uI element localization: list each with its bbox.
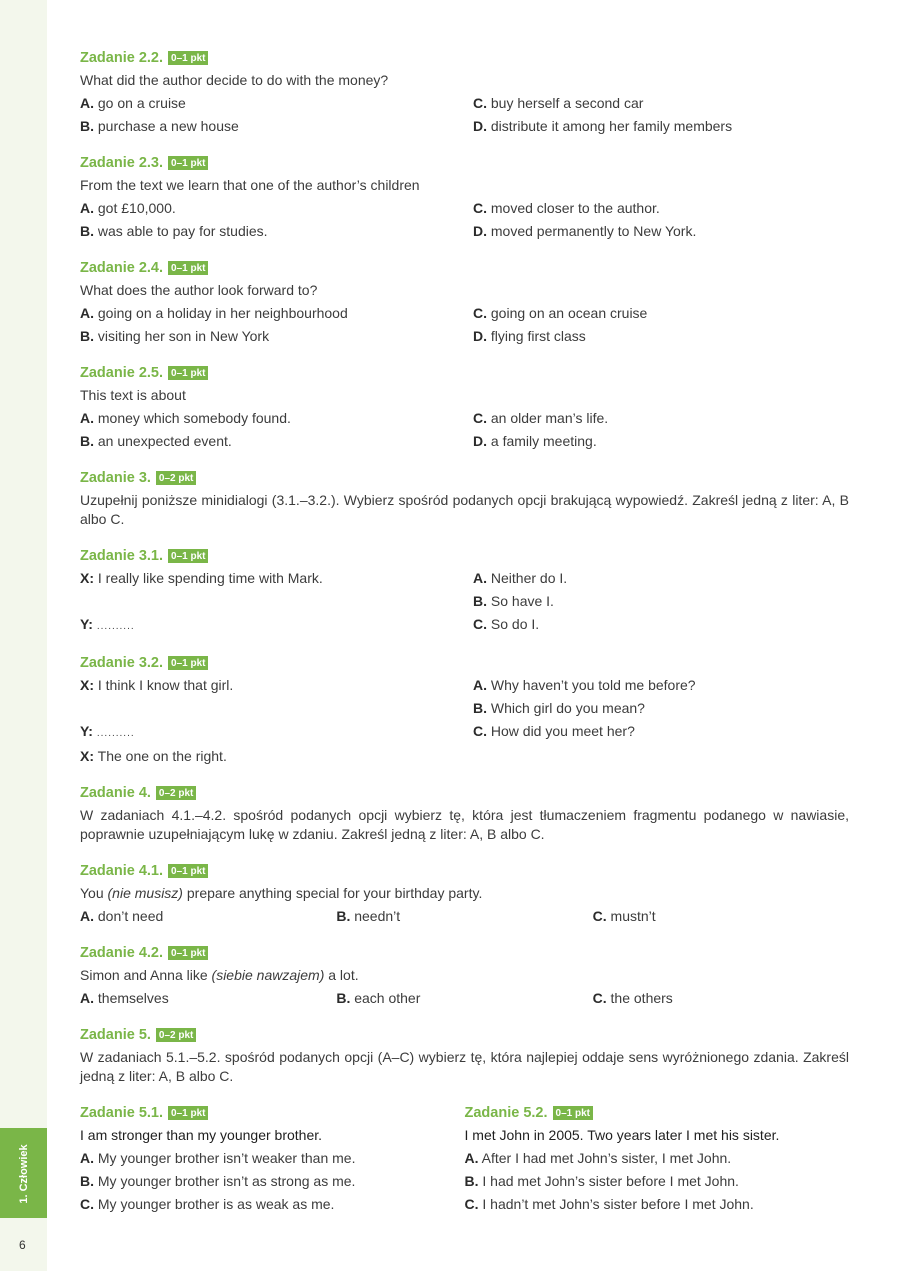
question: What did the author decide to do with the money?: [80, 72, 389, 88]
dialogue-x-2: X: The one on the right.: [80, 748, 227, 764]
option-c[interactable]: C. buy herself a second car: [473, 95, 644, 111]
task-title: Zadanie 5.2.: [464, 1104, 548, 1121]
task-title: Zadanie 5.: [80, 1026, 151, 1043]
task-title: Zadanie 4.1.: [80, 862, 164, 879]
option-d[interactable]: D. a family meeting.: [473, 433, 597, 449]
option-c[interactable]: C. How did you meet her?: [473, 723, 635, 739]
points-badge: 0–1 pkt: [553, 1106, 593, 1120]
dialogue-x: X: I think I know that girl.: [80, 677, 234, 693]
points-badge: 0–1 pkt: [168, 366, 208, 380]
task-5-columns: [80, 1101, 849, 1229]
option-d[interactable]: D. moved permanently to New York.: [473, 223, 697, 239]
option-a[interactable]: A. don’t need: [80, 908, 164, 924]
option-a[interactable]: A. My younger brother isn’t weaker than me.: [80, 1150, 356, 1166]
task-2-2: [80, 46, 849, 138]
points-badge: 0–1 pkt: [168, 1106, 208, 1120]
task-3-2: [80, 651, 849, 768]
question: From the text we learn that one of the author’s children: [80, 177, 420, 193]
option-a[interactable]: A. money which somebody found.: [80, 410, 291, 426]
exercise-content: [80, 46, 849, 1229]
task-title: Zadanie 4.: [80, 784, 151, 801]
task-title: Zadanie 5.1.: [80, 1104, 164, 1121]
dialogue-x: X: I really like spending time with Mark.: [80, 570, 323, 586]
option-b[interactable]: B. My younger brother isn’t as strong as me.: [80, 1173, 356, 1189]
task-title: Zadanie 3.1.: [80, 547, 164, 564]
option-b[interactable]: B. Which girl do you mean?: [473, 700, 645, 716]
sidebar-strip: [0, 0, 47, 1271]
option-c[interactable]: C. the others: [592, 990, 673, 1006]
points-badge: 0–2 pkt: [156, 786, 196, 800]
task-3-1: [80, 544, 849, 638]
task-2-4: [80, 256, 849, 348]
option-c[interactable]: C. an older man’s life.: [473, 410, 609, 426]
task-title: Zadanie 3.2.: [80, 654, 164, 671]
task-4: [80, 781, 849, 846]
task-2-3: [80, 151, 849, 243]
dialogue-y: Y: ..........: [80, 616, 135, 632]
option-a[interactable]: A. themselves: [80, 990, 169, 1006]
task-5-1: [80, 1101, 465, 1216]
instruction: Uzupełnij poniższe minidialogi (3.1.–3.2.). Wybierz spośród podanych opcji brakującą wypowiedź. Zakreśl jedną z liter: A, B albo C.: [80, 492, 849, 527]
option-b[interactable]: B. each other: [336, 990, 421, 1006]
highlighted-sentence: I met John in 2005. Two years later I met his sister.: [464, 1127, 780, 1143]
option-a[interactable]: A. going on a holiday in her neighbourhood: [80, 305, 348, 321]
question: What does the author look forward to?: [80, 282, 318, 298]
option-a[interactable]: A. go on a cruise: [80, 95, 186, 111]
points-badge: 0–1 pkt: [168, 51, 208, 65]
option-b[interactable]: B. needn’t: [336, 908, 401, 924]
option-b[interactable]: B. an unexpected event.: [80, 433, 232, 449]
points-badge: 0–1 pkt: [168, 864, 208, 878]
option-b[interactable]: B. I had met John’s sister before I met John.: [464, 1173, 739, 1189]
task-5-2: [465, 1101, 850, 1216]
option-a[interactable]: A. got £10,000.: [80, 200, 176, 216]
option-b[interactable]: B. So have I.: [473, 593, 554, 609]
points-badge: 0–2 pkt: [156, 1028, 196, 1042]
chapter-tab-label: 1. Człowiek: [18, 1144, 30, 1204]
page-number: 6: [19, 1238, 26, 1252]
highlighted-sentence: I am stronger than my younger brother.: [80, 1127, 323, 1143]
points-badge: 0–2 pkt: [156, 471, 196, 485]
option-c[interactable]: C. I hadn’t met John’s sister before I met John.: [464, 1196, 754, 1212]
option-c[interactable]: C. mustn’t: [592, 908, 656, 924]
task-5: [80, 1023, 849, 1088]
points-badge: 0–1 pkt: [168, 946, 208, 960]
points-badge: 0–1 pkt: [168, 549, 208, 563]
gap-sentence: You (nie musisz) prepare anything special for your birthday party.: [80, 885, 483, 901]
points-badge: 0–1 pkt: [168, 656, 208, 670]
option-d[interactable]: D. flying first class: [473, 328, 586, 344]
question: This text is about: [80, 387, 186, 403]
option-c[interactable]: C. My younger brother is as weak as me.: [80, 1196, 335, 1212]
option-c[interactable]: C. So do I.: [473, 616, 540, 632]
option-b[interactable]: B. was able to pay for studies.: [80, 223, 268, 239]
option-a[interactable]: A. After I had met John’s sister, I met John.: [464, 1150, 732, 1166]
dialogue-y: Y: ..........: [80, 723, 135, 739]
option-b[interactable]: B. purchase a new house: [80, 118, 239, 134]
task-title: Zadanie 2.3.: [80, 154, 164, 171]
task-2-5: [80, 361, 849, 453]
task-4-2: [80, 941, 849, 1010]
task-3: [80, 466, 849, 531]
task-title: Zadanie 2.5.: [80, 364, 164, 381]
option-b[interactable]: B. visiting her son in New York: [80, 328, 270, 344]
task-title: Zadanie 4.2.: [80, 944, 164, 961]
instruction: W zadaniach 5.1.–5.2. spośród podanych opcji (A–C) wybierz tę, która najlepiej oddaje sens wyróżnionego zdania. Zakreśl jedną z liter: A, B albo C.: [80, 1049, 849, 1084]
task-title: Zadanie 2.2.: [80, 49, 164, 66]
task-4-1: [80, 859, 849, 928]
option-c[interactable]: C. moved closer to the author.: [473, 200, 660, 216]
option-a[interactable]: A. Why haven’t you told me before?: [473, 677, 696, 693]
task-title: Zadanie 2.4.: [80, 259, 164, 276]
instruction: W zadaniach 4.1.–4.2. spośród podanych opcji wybierz tę, która jest tłumaczeniem fragmentu podanego w nawiasie, poprawnie uzupełniającym lukę w zdaniu. Zakreśl jedną z liter: A, B albo C.: [80, 807, 849, 842]
option-a[interactable]: A. Neither do I.: [473, 570, 568, 586]
points-badge: 0–1 pkt: [168, 261, 208, 275]
points-badge: 0–1 pkt: [168, 156, 208, 170]
gap-sentence: Simon and Anna like (siebie nawzajem) a lot.: [80, 967, 359, 983]
task-title: Zadanie 3.: [80, 469, 151, 486]
option-d[interactable]: D. distribute it among her family members: [473, 118, 733, 134]
option-c[interactable]: C. going on an ocean cruise: [473, 305, 648, 321]
